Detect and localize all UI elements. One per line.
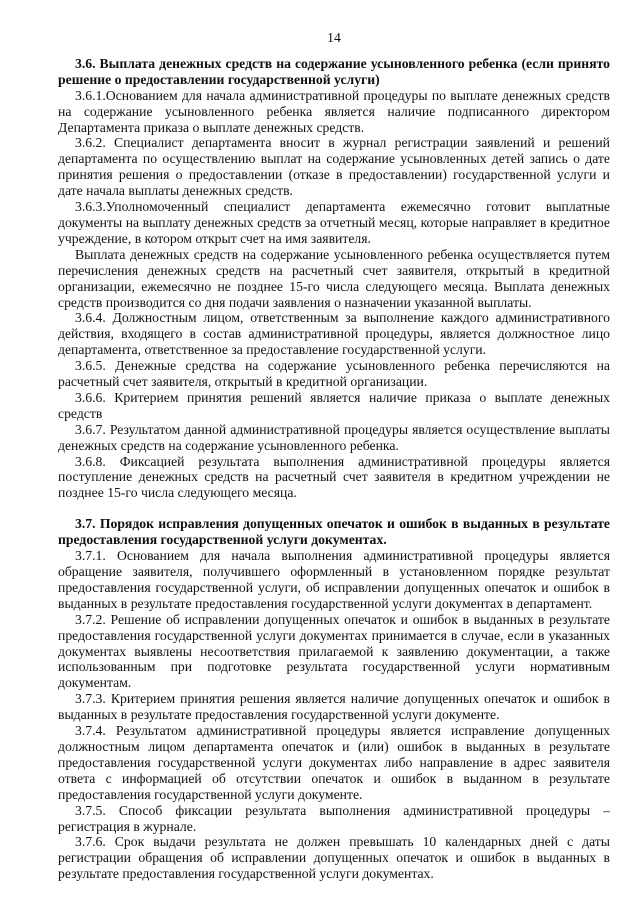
section-3-6-heading: 3.6. Выплата денежных средств на содержание усыновленного ребенка (если принято решение о предоставлении государственной услуги) bbox=[58, 55, 610, 87]
paragraph-3-7-5: 3.7.5. Способ фиксации результата выполнения административной процедуры – регистрация в журнале. bbox=[58, 802, 610, 834]
paragraph-3-6-7: 3.6.7. Результатом данной административной процедуры является осуществление выплаты денежных средств на содержание усыновленного ребенка. bbox=[58, 421, 610, 453]
paragraph-3-6-5: 3.6.5. Денежные средства на содержание усыновленного ребенка перечисляются на расчетный счет заявителя, открытый в кредитной организации. bbox=[58, 358, 610, 390]
paragraph-3-6-4: 3.6.4. Должностным лицом, ответственным за выполнение каждого административного действия, входящего в состав административной процедуры, является должностное лицо департамента, ответственное за предоставление государственной услуги. bbox=[58, 310, 610, 358]
section-3-7-heading: 3.7. Порядок исправления допущенных опечаток и ошибок в выданных в результате предоставления государственной услуги документах. bbox=[58, 516, 610, 548]
paragraph-3-6-6: 3.6.6. Критерием принятия решений является наличие приказа о выплате денежных средств bbox=[58, 389, 610, 421]
paragraph-3-7-1: 3.7.1. Основанием для начала выполнения административной процедуры является обращение заявителя, получившего оформленный в установленном порядке результат предоставления государственной услуги, об исправлении допущенных опечаток и ошибок в выданных в результате предоставления государственной услуги документах в департамент. bbox=[58, 548, 610, 611]
paragraph-3-6-3: 3.6.3.Уполномоченный специалист департамента ежемесячно готовит выплатные документы на выплату денежных средств за отчетный месяц, которые направляет в кредитное учреждение, в котором открыт счет на имя заявителя. bbox=[58, 199, 610, 246]
paragraph-3-6-2: 3.6.2. Специалист департамента вносит в журнал регистрации заявлений и решений департамента по осуществлению выплат на содержание усыновленных детей запись о дате принятия решения о предоставлении (отказе в предоставлении) государственной услуги и дате начала выплаты денежных средств. bbox=[58, 135, 610, 199]
section-divider-space bbox=[58, 501, 610, 516]
paragraph-3-7-3: 3.7.3. Критерием принятия решения является наличие допущенных опечаток и ошибок в выданных в результате предоставления государственной услуги документе. bbox=[58, 691, 610, 723]
paragraph-3-7-6: 3.7.6. Срок выдачи результата не должен превышать 10 календарных дней с даты регистрации обращения об исправлении допущенных опечаток и ошибок в выданных в результате предоставления государственной услуги документах. bbox=[58, 834, 610, 882]
paragraph-3-7-2: 3.7.2. Решение об исправлении допущенных опечаток и ошибок в выданных в результате предоставления государственной услуги документах принимается в случае, если в указанных документах выявлены несоответствия прилагаемой к заявлению документации, а также использованным при подготовке результата государственной услуги нормативным документам. bbox=[58, 611, 610, 691]
paragraph-3-6-1: 3.6.1.Основанием для начала административной процедуры по выплате денежных средств на содержание усыновленного ребенка является наличие подписанного директором Департамента приказа о выплате денежных средств. bbox=[58, 87, 610, 135]
page-number: 14 bbox=[327, 30, 341, 45]
paragraph-3-6-8: 3.6.8. Фиксацией результата выполнения административной процедуры является поступление денежных средств на расчетный счет заявителя в кредитном учреждении не позднее 15-го числа следующего месяца. bbox=[58, 453, 610, 501]
paragraph-3-6-3-payment: Выплата денежных средств на содержание усыновленного ребенка осуществляется путем перечисления денежных средств на расчетный счет заявителя, открытый в кредитной организации, ежемесячно не позднее 15-го числа следующего месяца. Выплата денежных средств производится со дня подачи заявления о назначении указанной выплаты. bbox=[58, 246, 610, 310]
paragraph-3-7-4: 3.7.4. Результатом административной процедуры является исправление допущенных должностным лицом департамента опечаток и (или) ошибок в выданных в результате предоставления государственной услуги документах либо направление в адрес заявителя ответа с информацией об отсутствии опечаток и ошибок в выданном в результате предоставления государственной услуги документе. bbox=[58, 723, 610, 802]
document-page bbox=[58, 30, 610, 882]
